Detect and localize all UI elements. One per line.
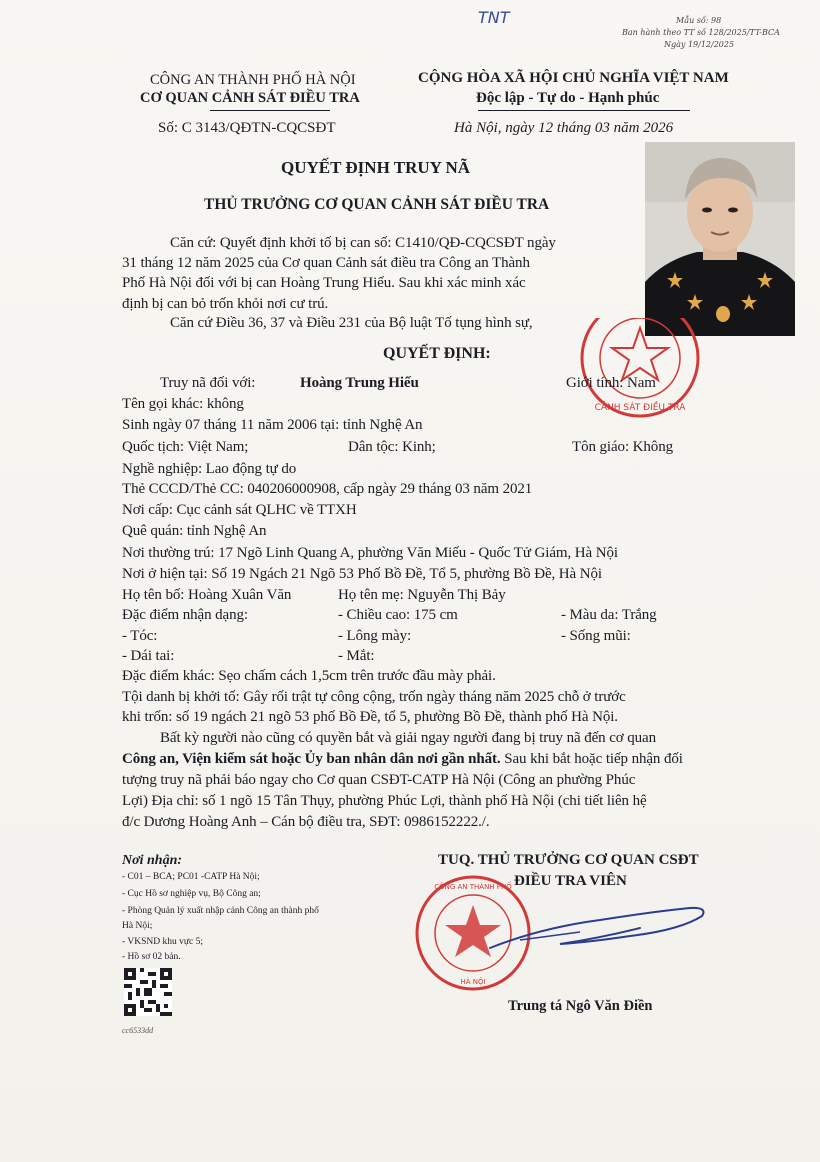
suspect-photo (645, 142, 795, 336)
form-ref-line2: Ban hành theo TT số 128/2025/TT-BCA (622, 28, 780, 37)
national-motto: Độc lập - Tự do - Hạnh phúc (476, 90, 660, 106)
cta-line-4: Lợi) Địa chỉ: số 1 ngõ 15 Tân Thụy, phường Phúc Lợi, thành phố Hà Nội (chi tiết liên hệ (122, 793, 647, 809)
religion: Tôn giáo: Không (572, 439, 673, 455)
recipient-item-3: - Phòng Quản lý xuất nhập cảnh Công an thành phố (122, 906, 319, 916)
form-ref-line3: Ngày 19/12/2025 (664, 40, 735, 49)
nationality: Quốc tịch: Việt Nam; (122, 439, 249, 455)
cta-line-3: tượng truy nã phải báo ngay cho Cơ quan CSĐT-CATP Hà Nội (Công an phường Phúc (122, 772, 636, 788)
suspect-name: Hoàng Trung Hiếu (300, 375, 419, 391)
footer-code: cc6533dd (122, 1026, 154, 1035)
recipients-label: Nơi nhận: (122, 853, 183, 868)
occupation: Nghề nghiệp: Lao động tự do (122, 461, 297, 477)
cta-line-2 (122, 751, 683, 768)
cta-line-2-emphasis: Công an, Viện kiểm sát hoặc Ủy ban nhân dân nơi gần nhất. (122, 751, 501, 767)
recipient-item-5: - VKSND khu vực 5; (122, 937, 203, 947)
recipient-item-6: - Hồ sơ 02 bản. (122, 952, 181, 962)
father-name: Họ tên bố: Hoàng Xuân Văn (122, 587, 292, 603)
feature-ears: - Dái tai: (122, 648, 175, 664)
recipient-item-1: - C01 – BCA; PC01 -CATP Hà Nội; (122, 872, 260, 882)
mother-name: Họ tên mẹ: Nguyễn Thị Bảy (338, 587, 506, 603)
feature-skin: - Màu da: Trắng (561, 607, 657, 623)
cta-line-2-rest: Sau khi bắt hoặc tiếp nhận đối (500, 751, 683, 767)
feature-eyes: - Mắt: (338, 648, 375, 664)
ethnicity: Dân tộc: Kinh; (348, 439, 436, 455)
features-label: Đặc điểm nhận dạng: (122, 607, 248, 623)
charge-line-1: Tội danh bị khởi tố: Gây rối trật tự công cộng, trốn ngày tháng năm 2025 chỗ ở trước (122, 689, 626, 705)
current-address: Nơi ở hiện tại: Số 19 Ngách 21 Ngõ 53 Phố Bồ Đề, Tổ 5, phường Bồ Đề, Hà Nội (122, 566, 602, 582)
other-features: Đặc điểm khác: Sẹo chấm cách 1,5cm trên trước đầu mày phải. (122, 668, 496, 684)
document-number: Số: C 3143/QĐTN-CQCSĐT (158, 120, 336, 136)
basis-line-5: Căn cứ Điều 36, 37 và Điều 231 của Bộ luật Tố tụng hình sự, (170, 315, 533, 331)
country-name: CỘNG HÒA XÃ HỘI CHỦ NGHĨA VIỆT NAM (418, 70, 729, 86)
cta-line-1: Bất kỳ người nào cũng có quyền bắt và giải ngay người đang bị truy nã đến cơ quan (160, 730, 657, 746)
charge-line-2: khi trốn: số 19 ngách 21 ngõ 53 phố Bồ Đề, tổ 5, phường Bồ Đề, thành phố Hà Nội. (122, 709, 618, 725)
feature-eyebrows: - Lông mày: (338, 628, 412, 644)
form-ref-line1: Mẫu số: 98 (676, 16, 722, 25)
official-seal-top (570, 318, 708, 422)
left-header-underline (210, 110, 330, 111)
svg-text:CẢNH SÁT ĐIỀU TRA: CẢNH SÁT ĐIỀU TRA (594, 403, 686, 413)
basis-line-4: định bị can bỏ trốn khỏi nơi cư trú. (122, 296, 329, 312)
recipient-item-2: - Cục Hồ sơ nghiệp vụ, Bộ Công an; (122, 889, 261, 899)
svg-text:CÔNG AN THÀNH PHỐ: CÔNG AN THÀNH PHỐ (434, 883, 512, 891)
feature-hair: - Tóc: (122, 628, 158, 644)
handwritten-signature (480, 898, 720, 968)
basis-line-1: Căn cứ: Quyết định khởi tố bị can số: C1410/QĐ-CQCSĐT ngày (170, 235, 556, 251)
feature-height: - Chiều cao: 175 cm (338, 607, 458, 623)
feature-nose: - Sống mũi: (561, 628, 631, 644)
signature-title-1: TUQ. THỦ TRƯỞNG CƠ QUAN CSĐT (438, 852, 699, 868)
office-name: CƠ QUAN CẢNH SÁT ĐIỀU TRA (140, 90, 360, 106)
motto-underline (478, 110, 690, 111)
handwritten-mark: TNT (478, 8, 510, 27)
document-title: QUYẾT ĐỊNH TRUY NÃ (281, 158, 471, 177)
cta-line-5: đ/c Dương Hoàng Anh – Cán bộ điều tra, SĐT: 0986152222./. (122, 814, 490, 830)
wanted-label: Truy nã đối với: (160, 375, 256, 391)
permanent-address: Nơi thường trú: 17 Ngõ Linh Quang A, phường Văn Miếu - Quốc Tử Giám, Hà Nội (122, 545, 618, 561)
qr-code (124, 968, 172, 1016)
birth-line: Sinh ngày 07 tháng 11 năm 2006 tại: tỉnh Nghệ An (122, 417, 423, 433)
document-subtitle: THỦ TRƯỞNG CƠ QUAN CẢNH SÁT ĐIỀU TRA (204, 196, 550, 213)
signature-title-2: ĐIỀU TRA VIÊN (514, 873, 627, 889)
basis-line-2: 31 tháng 12 năm 2025 của Cơ quan Cảnh sát điều tra Công an Thành (122, 255, 530, 271)
place-date: Hà Nội, ngày 12 tháng 03 năm 2026 (454, 120, 674, 136)
agency-name: CÔNG AN THÀNH PHỐ HÀ NỘI (150, 72, 356, 88)
issued-by: Nơi cấp: Cục cảnh sát QLHC về TTXH (122, 502, 357, 518)
gender-fragment: Giới tính: Nam (566, 375, 656, 391)
hometown: Quê quán: tỉnh Nghệ An (122, 523, 267, 539)
alias-line: Tên gọi khác: không (122, 396, 244, 412)
id-card: Thẻ CCCD/Thẻ CC: 040206000908, cấp ngày 29 tháng 03 năm 2021 (122, 481, 533, 497)
recipient-item-4: Hà Nội; (122, 921, 153, 931)
decision-heading: QUYẾT ĐỊNH: (383, 345, 491, 362)
svg-text:HÀ NỘI: HÀ NỘI (460, 978, 486, 986)
signer-name: Trung tá Ngô Văn Điền (508, 998, 653, 1014)
basis-line-3: Phố Hà Nội đối với bị can Hoàng Trung Hiếu. Sau khi xác minh xác (122, 275, 526, 291)
